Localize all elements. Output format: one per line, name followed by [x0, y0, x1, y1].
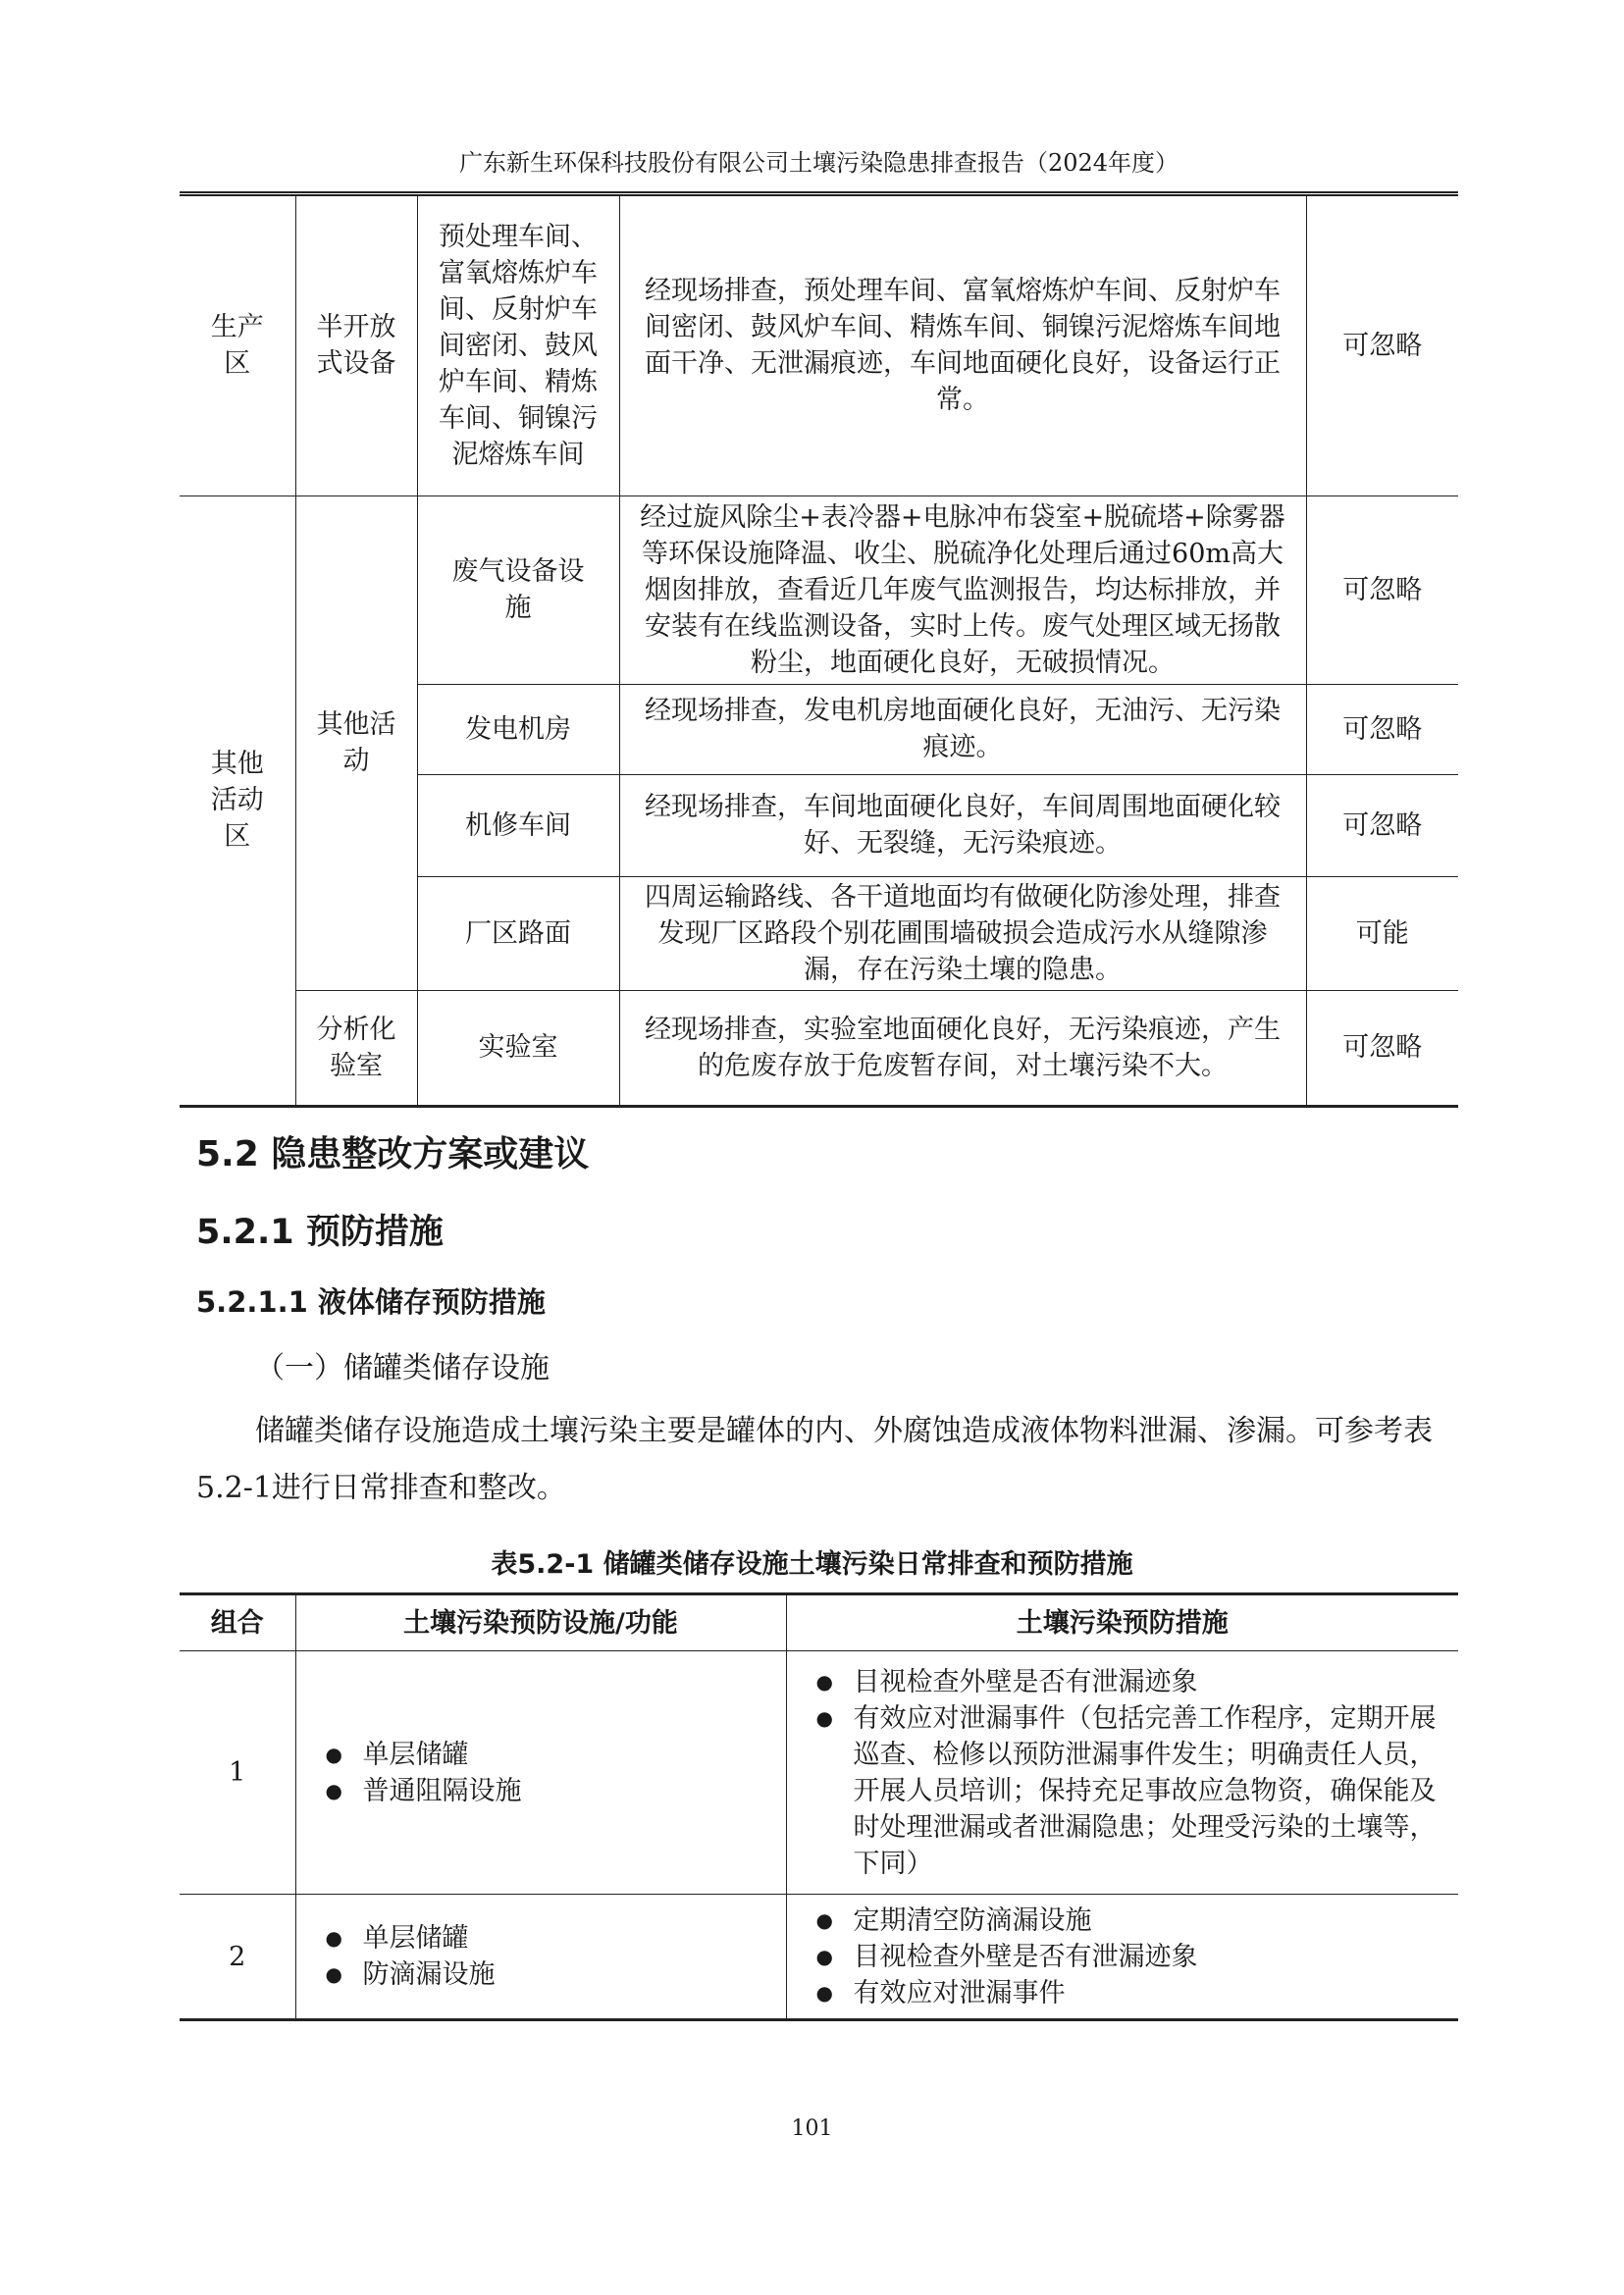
- description-cell: 经现场排查，预处理车间、富氧熔炼炉车间、反射炉车间密闭、鼓风炉车间、精炼车间、铜镍污泥熔炼车间地面干净、无泄漏痕迹，车间地面硬化良好，设备运行正常。: [619, 195, 1306, 496]
- item-cell: 预处理车间、富氧熔炼炉车间、反射炉车间密闭、鼓风炉车间、精炼车间、铜镍污泥熔炼车间: [417, 195, 619, 496]
- table-row: [180, 195, 1458, 496]
- result-cell: 可忽略: [1306, 496, 1458, 684]
- list-item: ● 普通阻隔设施: [316, 1773, 776, 1809]
- measures-cell: [786, 1651, 1458, 1895]
- page-header: 广东新生环保科技股份有限公司土壤污染隐患排查报告（2024年度）: [180, 144, 1458, 193]
- page-number: 101: [791, 2116, 833, 2141]
- column-header: 土壤污染预防设施/功能: [295, 1594, 786, 1651]
- list-item: ● 单层储罐: [316, 1737, 776, 1773]
- table-row: [180, 990, 1458, 1106]
- body-paragraph: 储罐类储存设施造成土壤污染主要是罐体的内、外腐蚀造成液体物料泄漏、渗漏。可参考表5.2-1进行日常排查和整改。: [196, 1414, 1433, 1505]
- type-cell: 其他活 动: [295, 496, 417, 990]
- result-cell: 可忽略: [1306, 684, 1458, 774]
- combo-id-cell: 1: [180, 1651, 295, 1895]
- list-item: ● 定期清空防滴漏设施: [807, 1903, 1449, 1939]
- table-row: [180, 1651, 1458, 1895]
- list-item: ● 防滴漏设施: [316, 1956, 776, 1993]
- column-header: 组合: [180, 1594, 295, 1651]
- item-cell: 废气设备设 施: [417, 496, 619, 684]
- area-cell: 生产 区: [180, 195, 295, 496]
- list-item: ● 单层储罐: [316, 1920, 776, 1956]
- table-caption: 表5.2-1 储罐类储存设施土壤污染日常排查和预防措施: [491, 1549, 1133, 1580]
- prevention-measures-table: [180, 1592, 1458, 2021]
- list-heading: （一）储罐类储存设施: [255, 1351, 550, 1385]
- list-item: ● 目视检查外壁是否有泄漏迹象: [807, 1664, 1445, 1700]
- table-header-row: [180, 1594, 1458, 1651]
- result-cell: 可忽略: [1306, 990, 1458, 1106]
- result-cell: 可忽略: [1306, 195, 1458, 496]
- description-cell: 经现场排查，实验室地面硬化良好，无污染痕迹，产生的危废存放于危废暂存间，对土壤污染不大。: [619, 990, 1306, 1106]
- result-cell: 可能: [1306, 876, 1458, 990]
- description-cell: 经现场排查，发电机房地面硬化良好，无油污、无污染痕迹。: [619, 684, 1306, 774]
- table-row: [180, 1895, 1458, 2020]
- description-cell: 四周运输路线、各干道地面均有做硬化防渗处理，排查发现厂区路段个别花圃围墙破损会造成污水从缝隙渗漏，存在污染土壤的隐患。: [619, 876, 1306, 990]
- column-header: 土壤污染预防措施: [786, 1594, 1458, 1651]
- description-cell: 经过旋风除尘+表冷器+电脉冲布袋室+脱硫塔+除雾器等环保设施降温、收尘、脱硫净化处理后通过60m高大烟囱排放，查看近几年废气监测报告，均达标排放，并安装有在线监测设备，实时上传。废气处理区域无扬散粉尘，地面硬化良好，无破损情况。: [619, 496, 1306, 684]
- facilities-cell: [295, 1895, 786, 2020]
- type-cell: 半开放 式设备: [295, 195, 417, 496]
- combo-id-cell: 2: [180, 1895, 295, 2020]
- list-item: ● 目视检查外壁是否有泄漏迹象: [807, 1939, 1449, 1975]
- item-cell: 厂区路面: [417, 876, 619, 990]
- measures-cell: [786, 1895, 1458, 2020]
- facilities-cell: [295, 1651, 786, 1895]
- list-item: ● 有效应对泄漏事件（包括完善工作程序，定期开展巡查、检修以预防泄漏事件发生；明确责任人员，开展人员培训；保持充足事故应急物资，确保能及时处理泄漏或者泄漏隐患；处理受污染的土壤等，下同）: [807, 1700, 1445, 1882]
- list-item: ● 有效应对泄漏事件: [807, 1975, 1449, 2011]
- type-cell: 分析化 验室: [295, 990, 417, 1106]
- area-cell: 其他 活动 区: [180, 496, 295, 1106]
- table-row: [180, 496, 1458, 684]
- result-cell: 可忽略: [1306, 774, 1458, 876]
- item-cell: 机修车间: [417, 774, 619, 876]
- subsubsection-heading: 5.2.1.1 液体储存预防措施: [196, 1285, 546, 1319]
- description-cell: 经现场排查，车间地面硬化良好，车间周围地面硬化较好、无裂缝，无污染痕迹。: [619, 774, 1306, 876]
- item-cell: 发电机房: [417, 684, 619, 774]
- item-cell: 实验室: [417, 990, 619, 1106]
- section-heading: 5.2 隐患整改方案或建议: [196, 1134, 590, 1174]
- subsection-heading: 5.2.1 预防措施: [196, 1213, 444, 1252]
- risk-inspection-table: [180, 194, 1458, 1108]
